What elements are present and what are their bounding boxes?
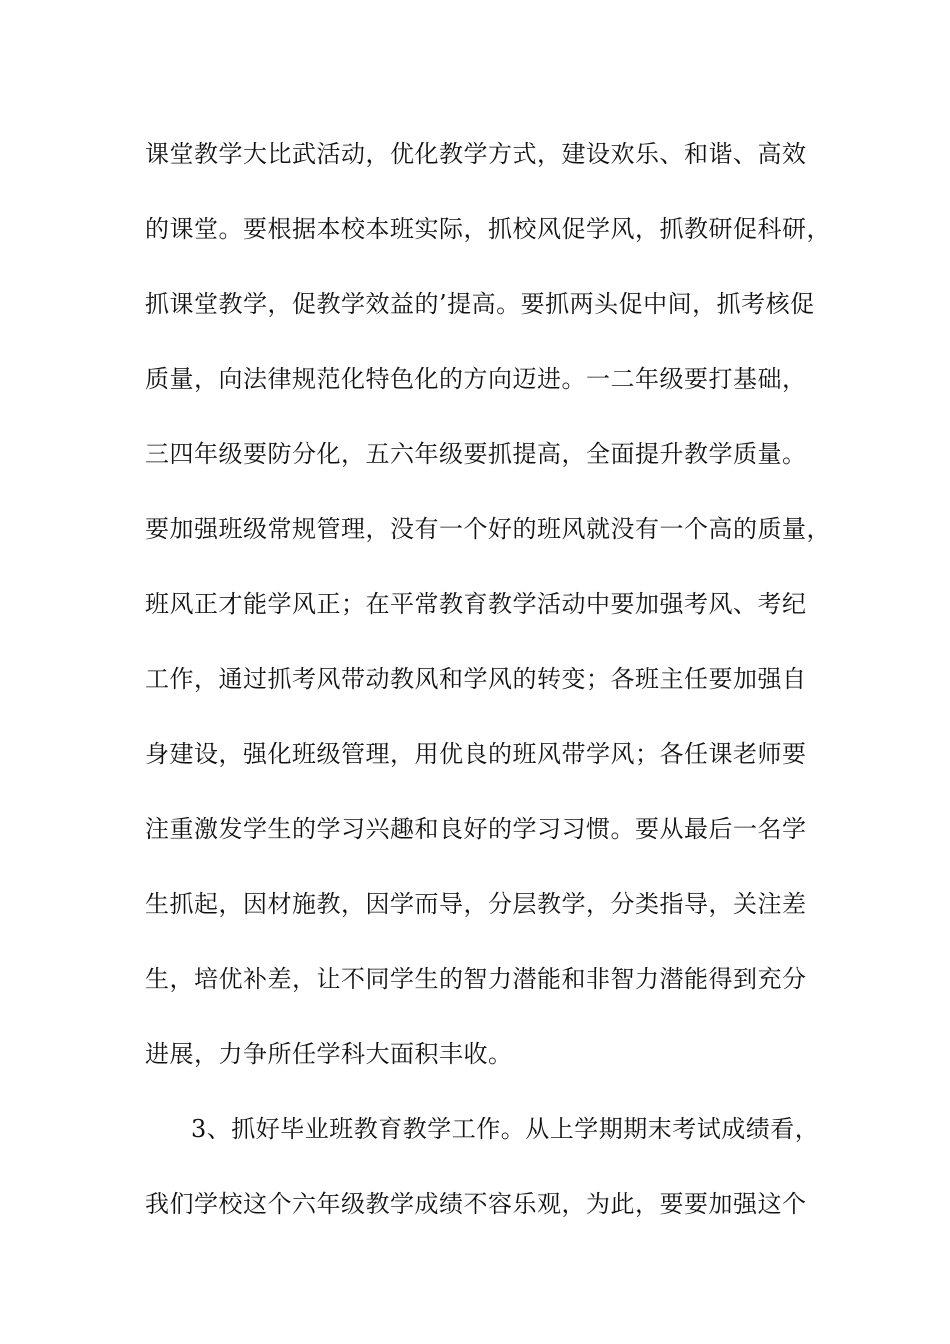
- text-line: 三四年级要防分化，五六年级要抓提高，全面提升教学质量。: [145, 440, 807, 468]
- text-line: 要加强班级常规管理，没有一个好的班风就没有一个高的质量，: [145, 515, 831, 543]
- text-line: 身建设，强化班级管理，用优良的班风带学风；各任课老师要: [145, 740, 807, 768]
- text-line: 进展，力争所任学科大面积丰收。: [145, 1040, 513, 1068]
- text-line: 生抓起，因材施教，因学而导，分层教学，分类指导，关注差: [145, 890, 807, 918]
- text-line: 抓课堂教学，促教学效益的’提高。要抓两头促中间，抓考核促: [145, 290, 815, 318]
- text-line: 质量，向法律规范化特色化的方向迈进。一二年级要打基础，: [145, 365, 807, 393]
- text-line: 课堂教学大比武活动，优化教学方式，建设欢乐、和谐、高效: [145, 140, 807, 168]
- text-line: 生，培优补差，让不同学生的智力潜能和非智力潜能得到充分: [145, 965, 807, 993]
- section-heading-line: 3、抓好毕业班教育教学工作。从上学期期末考试成绩看，: [191, 1115, 820, 1143]
- text-line: 班风正才能学风正；在平常教育教学活动中要加强考风、考纪: [145, 590, 807, 618]
- body-text: [145, 132, 831, 1257]
- text-line: 注重激发学生的学习兴趣和良好的学习习惯。要从最后一名学: [145, 815, 807, 843]
- text-line: 工作，通过抓考风带动教风和学风的转变；各班主任要加强自: [145, 665, 807, 693]
- text-line: 的课堂。要根据本校本班实际，抓校风促学风，抓教研促科研，: [145, 215, 831, 243]
- text-line: 我们学校这个六年级教学成绩不容乐观，为此，要要加强这个: [145, 1190, 807, 1218]
